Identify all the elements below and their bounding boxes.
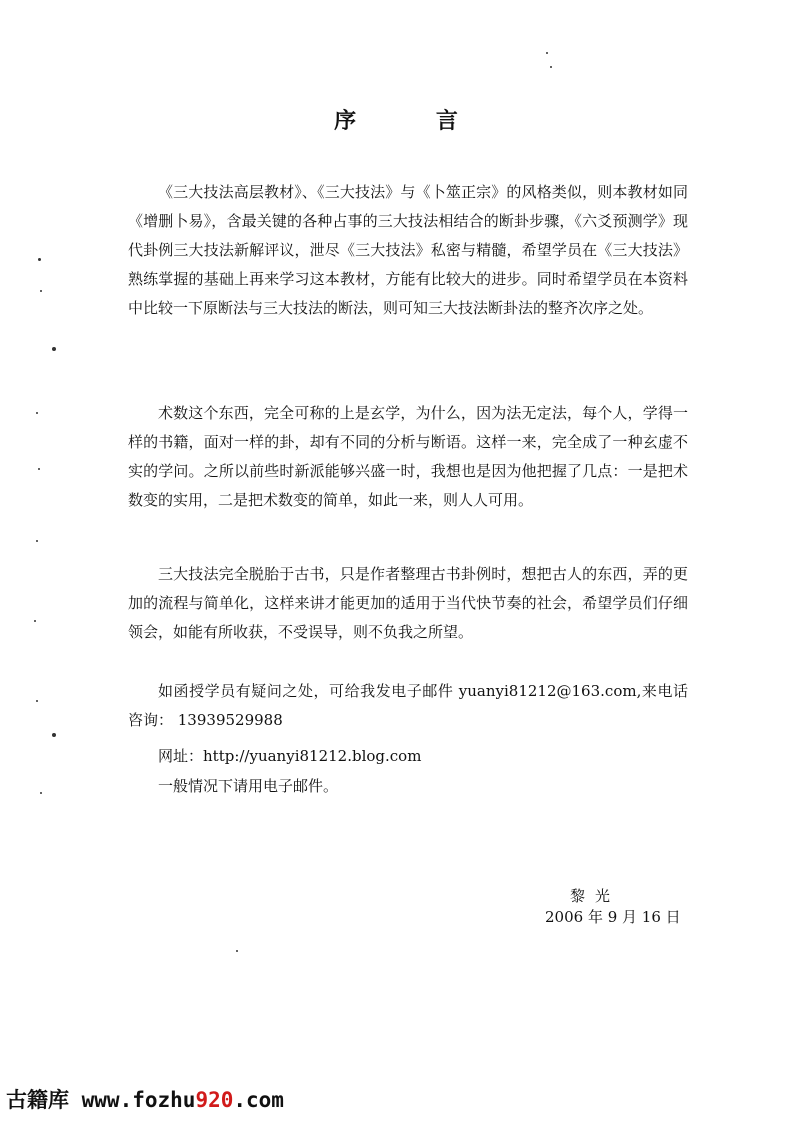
scan-speck [36,412,38,414]
paragraph-contact: 如函授学员有疑问之处，可给我发电子邮件 yuanyi81212@163.com,来电话咨询： 13939529988 [128,682,688,729]
scan-speck [40,792,42,794]
watermark-prefix: 古籍库 www.fozhu [6,1088,196,1112]
scan-speck [38,258,41,261]
scan-speck [36,540,38,542]
paragraph-3: 三大技法完全脱胎于古书，只是作者整理古书卦例时，想把古人的东西，弄的更加的流程与简单化，这样来讲才能更加的适用于当代快节奏的社会，希望学员们仔细领会，如能有所收获，不受误导，则不负我之所望。 [128,565,688,641]
scan-speck [40,290,42,292]
scan-speck [52,733,56,737]
signature-name: 黎光 [570,887,621,905]
email-note: 一般情况下请用电子邮件。 [158,777,339,795]
paragraph-1: 《三大技法高层教材》、《三大技法》与《卜筮正宗》的风格类似，则本教材如同《增删卜易》，含最关键的各种占事的三大技法相结合的断卦步骤，《六爻预测学》现代卦例三大技法新解评议，泄尽《三大技法》私密与精髓，希望学员在《三大技法》熟练掌握的基础上再来学习这本教材，方能有比较大的进步。同时希望学员在本资料中比较一下原断法与三大技法的断法，则可知三大技法断卦法的整齐次序之处。 [128,183,688,317]
watermark-number: 920 [195,1088,234,1112]
paragraph-2: 术数这个东西，完全可称的上是玄学，为什么，因为法无定法，每个人，学得一样的书籍，面对一样的卦，却有不同的分析与断语。这样一来，完全成了一种玄虚不实的学问。之所以前些时新派能够兴盛一时，我想也是因为他把握了几点：一是把术数变的实用，二是把术数变的简单，如此一来，则人人可用。 [128,404,688,509]
scan-speck [36,700,38,702]
page-title: 序 言 [334,108,494,134]
signature-date: 2006 年 9 月 16 日 [545,908,681,926]
website-line: 网址：http://yuanyi81212.blog.com [158,747,422,765]
scan-speck [236,950,238,952]
scan-speck [38,468,40,470]
scan-speck [550,66,552,68]
scan-speck [546,52,548,54]
watermark-suffix: .com [233,1088,284,1112]
scan-speck [34,620,36,622]
scan-speck [52,347,56,351]
watermark-logo [6,1084,284,1114]
